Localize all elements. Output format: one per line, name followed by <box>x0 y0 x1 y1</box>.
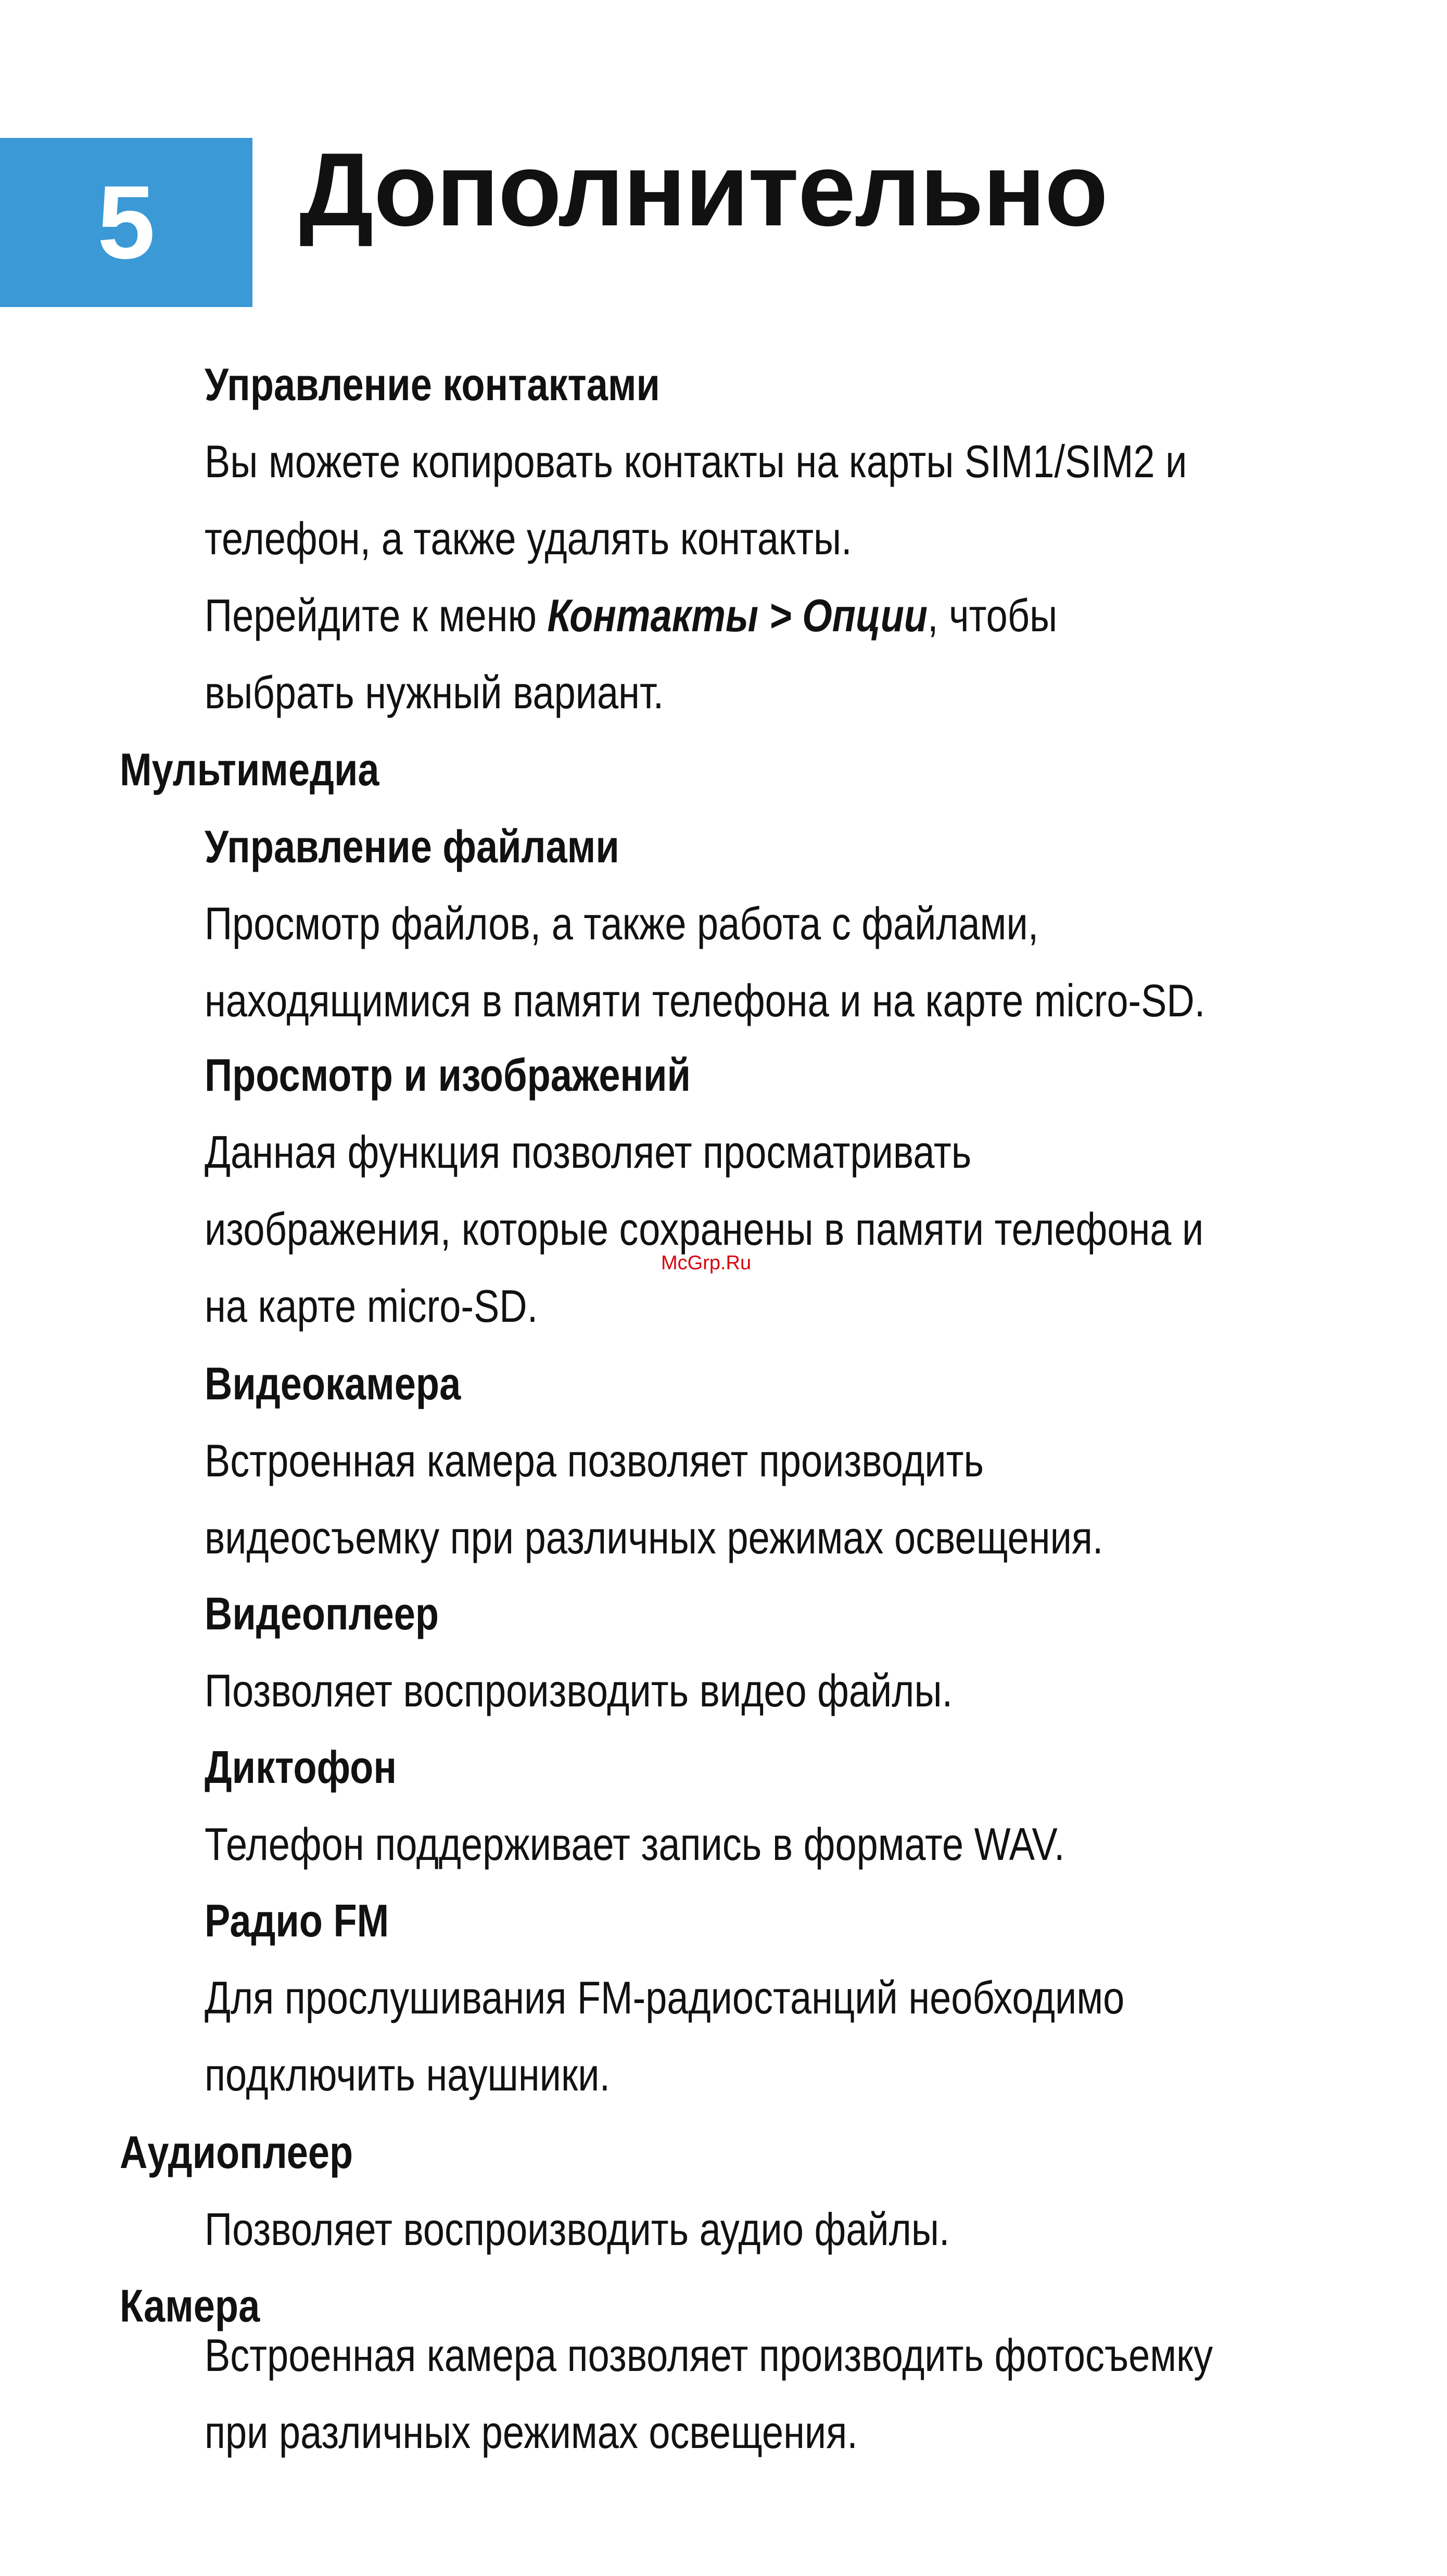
watermark-text: McGrp.Ru <box>661 1252 752 1274</box>
contacts-menu-suffix: , чтобы <box>928 590 1058 641</box>
file-manager-text-line: находящимися в памяти телефона и на карте micro-SD. <box>205 975 1205 1026</box>
contacts-menu-prefix: Перейдите к меню <box>205 590 548 641</box>
camera-text-line: при различных режимах освещения. <box>205 2406 858 2458</box>
video-player-heading: Видеоплеер <box>205 1588 439 1639</box>
page-title: Дополнительно <box>299 132 1108 248</box>
image-viewer-heading: Просмотр и изображений <box>205 1049 691 1101</box>
camera-text-line: Встроенная камера позволяет производить фотосъемку <box>205 2329 1213 2381</box>
recorder-heading: Диктофон <box>205 1741 397 1793</box>
file-manager-heading: Управление файлами <box>205 821 619 872</box>
radio-text-line: подключить наушники. <box>205 2049 611 2100</box>
camera-heading: Камера <box>120 2280 260 2331</box>
recorder-text-line: Телефон поддерживает запись в формате WAV. <box>205 1818 1065 1870</box>
chapter-number: 5 <box>97 164 156 280</box>
contacts-text-line: выбрать нужный вариант. <box>205 667 664 718</box>
contacts-text-line: телефон, а также удалять контакты. <box>205 513 852 564</box>
image-viewer-text-line: на карте micro-SD. <box>205 1280 538 1332</box>
contacts-text-line: Вы можете копировать контакты на карты SIM1/SIM2 и <box>205 436 1187 487</box>
video-player-text-line: Позволяет воспроизводить видео файлы. <box>205 1665 953 1716</box>
contacts-options-menu-path: Контакты > Опции <box>547 590 928 641</box>
audio-player-text-line: Позволяет воспроизводить аудио файлы. <box>205 2203 950 2255</box>
video-camera-text-line: видеосъемку при различных режимах освещения. <box>205 1512 1103 1563</box>
image-viewer-text-line: Данная функция позволяет просматривать <box>205 1126 972 1178</box>
video-camera-heading: Видеокамера <box>205 1358 461 1409</box>
image-viewer-text-line: изображения, которые сохранены в памяти телефона и <box>205 1203 1204 1255</box>
radio-text-line: Для прослушивания FM-радиостанций необходимо <box>205 1972 1125 2023</box>
video-camera-text-line: Встроенная камера позволяет производить <box>205 1435 984 1486</box>
audio-player-heading: Аудиоплеер <box>120 2126 353 2178</box>
chapter-number-block <box>0 138 252 307</box>
contacts-menu-instruction <box>205 589 1057 642</box>
file-manager-text-line: Просмотр файлов, а также работа с файлами, <box>205 898 1039 949</box>
radio-heading: Радио FM <box>205 1895 389 1946</box>
multimedia-heading: Мультимедиа <box>120 744 379 795</box>
contacts-heading: Управление контактами <box>205 359 660 410</box>
